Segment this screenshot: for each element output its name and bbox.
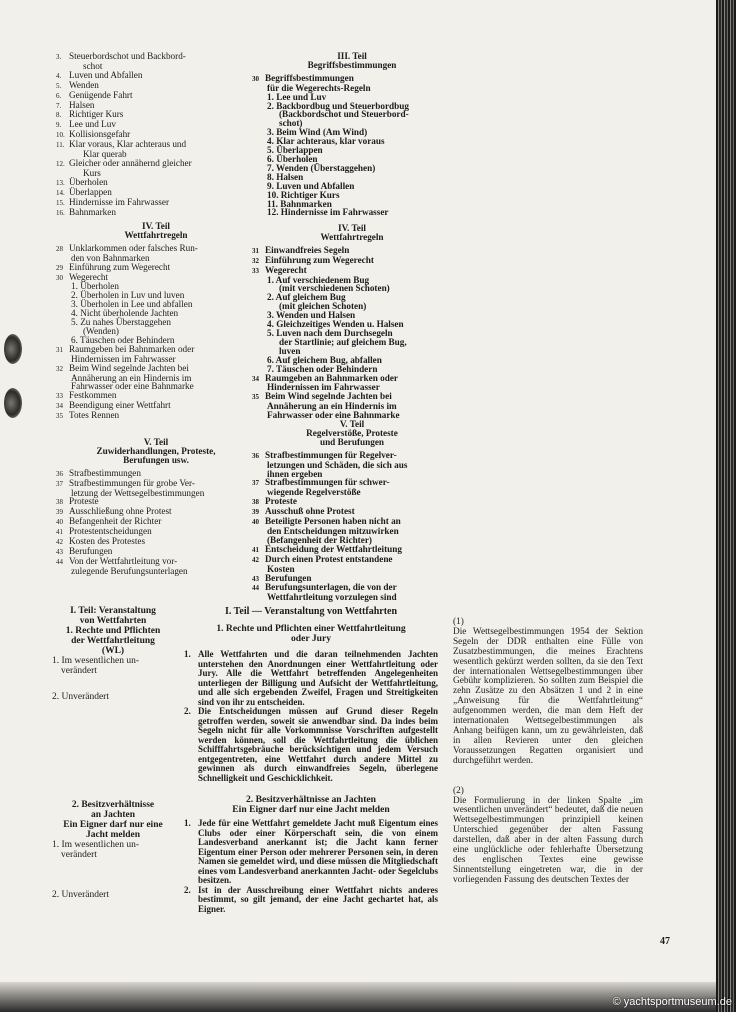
section2-paragraph1	[184, 819, 438, 886]
note1-text: Die Wettsegelbestimmungen 1954 der Sektion Segeln der DDR enthalten eine Fülle von Zusatzbestimmungen, die meines Erachtens wesentlich gekürzt werden sollten, da sie den Text der internationalen Wettsegelbestimmungen über Gebühr komplizieren. So sollten zum Beispiel die zehn Zusätze zu den Absätzen 1 und 2 in eine „Anweisung für die Wettfahrtleitung“ aufgenommen werden, die man dem Heft der internationalen Wettsegelbestimmungen als Anhang beifügen kann, um zu gewährleisten, daß in allen Revieren unter den gleichen Voraussetzungen Regatten organisiert und durchgeführt werden.	[453, 626, 643, 766]
toc-entry-number: 5.	[56, 81, 62, 90]
book-binding-edge	[716, 0, 736, 1012]
toc-entry-text: Überlappen	[69, 186, 112, 197]
binding-hole	[4, 388, 22, 418]
toc-entry-text: der Startlinie; auf gleichem Bug,	[279, 336, 407, 347]
toc-entry-text: Beteiligte Personen haben nicht an	[265, 516, 401, 527]
toc-entry-text: (Backbordschot und Steuerbord-	[279, 109, 409, 120]
toc-entry-text: Hindernissen im Fahrwasser	[267, 382, 380, 393]
toc-entry-text: schot)	[279, 118, 303, 129]
toc-entry-text: 6. Auf gleichem Bug, abfallen	[267, 354, 382, 365]
section1-title-line2: oder Jury	[290, 633, 332, 644]
paragraph-number: 1.	[184, 818, 191, 828]
toc-entry-text: Strafbestimmungen für schwer-	[265, 477, 390, 488]
toc-entry-text: Berufungen	[69, 545, 113, 556]
toc-entry-text: Einwandfreies Segeln	[265, 244, 350, 255]
toc-entry-number: 7.	[56, 101, 62, 110]
toc-entry-text: 4. Gleichzeitiges Wenden u. Halsen	[267, 319, 404, 330]
toc-entry-number: 39	[56, 508, 63, 517]
toc-left-part4-heading: IV. Teil	[142, 221, 170, 231]
toc-entry-number: 42	[56, 538, 63, 547]
toc-entry-text: Klar querab	[83, 149, 127, 160]
toc-entry-text: 5. Zu nahes Überstaggehen	[71, 317, 172, 328]
toc-entry-text: Wegerecht	[69, 271, 109, 282]
toc-entry-number: 15.	[56, 198, 65, 207]
toc-entry-text: Proteste	[265, 496, 297, 507]
toc-entry-number: 33	[252, 266, 259, 275]
left-note-text: 1. Im wesentlichen un-	[52, 656, 140, 666]
toc-entry-text: Fahrwasser oder eine Bahnmarke	[267, 410, 400, 421]
toc-entry-text: Unklarkommen oder falsches Run-	[69, 242, 198, 253]
toc-right-part5-subheading: Regelverstöße, Proteste	[306, 427, 398, 438]
toc-right-part3-subheading: Begriffsbestimmungen	[307, 59, 397, 70]
toc-entry-text: (mit gleichen Schoten)	[279, 301, 367, 312]
toc-entry-text: letzungen und Schäden, die sich aus	[267, 459, 408, 470]
toc-entry-number: 39	[252, 508, 259, 517]
toc-entry-number: 43	[56, 547, 63, 556]
toc-entry-text: Kosten	[267, 563, 295, 574]
toc-entry-text: Ausschließung ohne Protest	[69, 506, 172, 517]
toc-entry-number: 28	[56, 244, 63, 253]
toc-entry-number: 44	[56, 557, 63, 566]
toc-entry-text: luven	[279, 345, 301, 356]
toc-entry-number: 36	[56, 469, 63, 478]
toc-entry-text: Klar voraus, Klar achteraus und	[69, 139, 187, 150]
paragraph-number: 2.	[184, 706, 191, 716]
left-note-heading: Jacht melden	[85, 830, 141, 840]
section1-paragraph2	[184, 707, 438, 783]
page-bottom-edge	[0, 982, 716, 1012]
toc-entry-text: Befangenheit der Richter	[69, 516, 162, 527]
toc-entry-text: Fahrwasser oder eine Bahnmarke	[71, 381, 194, 392]
toc-left-part5-subheading2: Berufungen usw.	[123, 454, 189, 465]
toc-entry-text: 11. Bahnmarken	[267, 198, 332, 209]
section2-subtitle: Ein Eigner darf nur eine Jacht melden	[232, 804, 390, 815]
toc-entry-number: 38	[252, 498, 259, 507]
toc-entry-text: Beim Wind segelnde Jachten bei	[265, 391, 392, 402]
toc-entry-number: 16.	[56, 208, 65, 217]
toc-entry-text: Beim Wind segelnde Jachten bei	[69, 362, 189, 373]
left-note-heading: der Wettfahrtleitung	[71, 636, 155, 646]
note2-label: (2)	[453, 785, 464, 796]
toc-entry-text: Begriffsbestimmungen	[265, 72, 354, 83]
toc-entry-number: 41	[252, 545, 259, 554]
section1-paragraph1	[184, 650, 438, 707]
toc-entry-text: Kollisionsgefahr	[69, 129, 131, 140]
page-number: 47	[660, 936, 670, 947]
toc-entry-text: Halsen	[69, 99, 95, 110]
toc-entry-text: 3. Überholen in Lee und abfallen	[71, 299, 193, 310]
toc-left-part3	[56, 52, 246, 217]
toc-entry-number: 40	[252, 518, 259, 527]
toc-entry-number: 13.	[56, 178, 65, 187]
main-title: I. Teil — Veranstaltung von Wettfahrten	[224, 606, 398, 617]
toc-entry-text: (Befangenheit der Richter)	[267, 534, 372, 545]
toc-entry-number: 37	[252, 479, 259, 488]
toc-entry	[56, 208, 246, 218]
toc-right-part5	[252, 420, 452, 602]
left-note-heading: 1. Rechte und Pflichten	[65, 626, 161, 636]
toc-entry-text: 9. Luven und Abfallen	[267, 180, 355, 191]
toc-entry-number: 4.	[56, 71, 62, 80]
toc-entry-text: schot	[83, 60, 103, 71]
left-note-heading: (WL)	[101, 646, 125, 656]
paragraph-text: Alle Wettfahrten und die daran teilnehmenden Jachten unterstehen den Anordnungen einer Wettfahrtleitung oder Jury. Alle die Wettfahrt betreffenden Angelegenheiten unterliegen der Billigung und Aufsicht der Wettfahrtleitung, und alle sich ergebenden Zweifel, Fragen und Streitigkeiten sind von ihr zu entscheiden.	[198, 649, 438, 707]
toc-entry-text: Einführung zum Wegerecht	[69, 261, 171, 272]
toc-entry-text: Hindernisse im Fahrwasser	[69, 196, 170, 207]
toc-entry-text: 2. Backbordbug und Steuerbordbug	[267, 100, 409, 111]
toc-right-part5-heading: V. Teil	[339, 419, 365, 429]
toc-entry-number: 40	[56, 518, 63, 527]
toc-entry-number: 3.	[56, 53, 62, 61]
toc-entry-text: Bahnmarken	[69, 206, 116, 217]
toc-entry-text: Hindernissen im Fahrwasser	[71, 353, 176, 364]
toc-entry-text: (mit verschiedenen Schoten)	[279, 283, 390, 294]
toc-entry-text: Beendigung einer Wettfahrt	[69, 400, 171, 411]
note1-label: (1)	[453, 617, 464, 627]
toc-entry-text: 6. Täuschen oder Behindern	[71, 334, 175, 345]
toc-entry-text: 5. Überlappen	[267, 145, 323, 156]
toc-entry-text: 1. Auf verschiedenem Bug	[267, 274, 370, 285]
left-note-text: verändert	[61, 666, 97, 676]
toc-entry-number: 34	[56, 402, 63, 411]
toc-right-part5-subheading2: und Berufungen	[319, 436, 385, 447]
toc-entry-text: Strafbestimmungen für Regelver-	[265, 449, 397, 460]
toc-entry-number: 32	[56, 364, 63, 373]
toc-entry-number: 42	[252, 555, 259, 564]
toc-entry-number: 31	[252, 246, 259, 255]
toc-entry-text: Ausschuß ohne Protest	[265, 506, 355, 517]
toc-entry-text: 4. Klar achteraus, klar voraus	[267, 136, 385, 147]
toc-entry-text: Lee und Luv	[69, 119, 116, 130]
toc-entry-number: 34	[252, 374, 259, 383]
toc-entry-text: Strafbestimmungen	[69, 467, 141, 478]
toc-entry-number: 12.	[56, 159, 65, 168]
toc-entry-number: 10.	[56, 131, 65, 140]
toc-entry-text: 7. Wenden (Überstaggehen)	[267, 162, 376, 173]
toc-entry-text: Kurs	[83, 167, 101, 178]
toc-entry-text: 7. Täuschen oder Behindern	[267, 363, 378, 374]
toc-entry-text: 1. Lee und Luv	[267, 91, 327, 102]
toc-entry-text: 6. Überholen	[267, 153, 318, 164]
toc-entry-text: Steuerbordschot und Backbord-	[69, 51, 186, 61]
toc-entry-text: wiegende Regelverstöße	[267, 487, 361, 498]
toc-entry-number: 33	[56, 392, 63, 401]
toc-entry-text: Totes Rennen	[69, 410, 120, 421]
toc-entry-text: Raumgeben an Bahnmarken oder	[265, 372, 398, 383]
paragraph-text: Die Entscheidungen müssen auf Grund dieser Regeln getroffen werden, soweit sie anwendbar sind. Da indes beim Segeln nicht für alle Vorkommnisse Vorschriften aufgestellt werden können, soll die Wettfahrtleitung die üblichen Schifffahrtsgebräuche berücksichtigen und jedem Versuch entgegentreten, eine Wettfahrt durch andere Mittel zu gewinnen als durch einwandfreies Segeln, überlegene Schnelligkeit und Geschicklichkeit.	[198, 706, 438, 783]
left-note-text: verändert	[61, 850, 97, 860]
toc-entry-text: für die Wegerechts-Regeln	[267, 82, 371, 93]
toc-entry-number: 30	[56, 273, 63, 282]
toc-entry-text: letzung der Wettsegelbestimmungen	[71, 487, 205, 498]
toc-entry-number: 11.	[56, 141, 65, 150]
toc-entry-text: 2. Überholen in Luv und luven	[71, 290, 185, 301]
toc-entry-text: Annäherung an ein Hindernis im	[267, 401, 397, 412]
toc-entry-text: Durch einen Protest entstandene	[265, 553, 393, 564]
left-note-heading: an Jachten	[90, 810, 136, 820]
toc-entry-text: Gleicher oder annähernd gleicher	[69, 157, 192, 168]
toc-entry-text: (Wenden)	[83, 325, 119, 336]
left-note-heading: I. Teil: Veranstaltung	[70, 606, 156, 616]
toc-right-part3-heading: III. Teil	[337, 51, 367, 61]
toc-entry	[56, 411, 256, 421]
toc-entry-number: 9.	[56, 121, 62, 130]
toc-entry-text: Berufungen	[265, 572, 312, 583]
toc-entry-number: 31	[56, 345, 63, 354]
toc-entry-text: den Entscheidungen mitzuwirken	[267, 525, 399, 536]
toc-entry-number: 38	[56, 498, 63, 507]
toc-entry-number: 35	[56, 412, 63, 421]
toc-right-part4	[252, 224, 452, 420]
toc-entry-text: Genügende Fahrt	[69, 89, 133, 100]
commentary-column	[453, 618, 643, 886]
toc-right-part4-heading: IV. Teil	[338, 223, 366, 233]
toc-entry-text: Einführung zum Wegerecht	[265, 254, 374, 265]
toc-entry-text: 3. Wenden und Halsen	[267, 310, 356, 321]
toc-entry-text: Wettfahrtleitung vorzulegen sind	[267, 592, 397, 603]
toc-entry-text: Luven und Abfallen	[69, 69, 143, 80]
toc-entry-number: 29	[56, 263, 63, 272]
left-note-heading: 2. Besitzverhältnisse	[71, 800, 155, 810]
toc-entry-number: 44	[252, 584, 259, 593]
left-note-heading: Ein Eigner darf nur eine	[63, 820, 163, 830]
note2-text: Die Formulierung in der linken Spalte „im wesentlichen unverändert“ bedeutet, daß die neuen Wettsegelbestimmungen prinzipiell keinen Unterschied gegenüber der alten Fassung darstellen, daß aber in der alten Fassung durch eine unglückliche oder fehlerhafte Übersetzung des englischen Textes eine gewisse Sinnentstellung eingetreten war, die in der vorliegenden Fassung des deutschen Textes der	[453, 795, 643, 885]
toc-entry-text: Berufungsunterlagen, die von der	[265, 582, 397, 593]
toc-entry-text: Von der Wettfahrtleitung vor-	[69, 555, 178, 566]
toc-entry-text: ihnen ergeben	[267, 468, 323, 479]
left-note-text: 2. Unverändert	[52, 692, 109, 702]
toc-entry-text: Überholen	[69, 176, 108, 187]
toc-entry-number: 41	[56, 528, 63, 537]
toc-entry	[56, 567, 256, 576]
paragraph-text: Ist in der Ausschreibung einer Wettfahrt nichts anderes bestimmt, so gilt jemand, der eine Jacht gechartet hat, als Eigner.	[198, 884, 438, 914]
toc-entry-text: 10. Richtiger Kurs	[267, 189, 340, 200]
toc-entry-number: 37	[56, 479, 63, 488]
toc-entry-text: Strafbestimmungen für grobe Ver-	[69, 477, 195, 488]
left-notes-section1	[50, 606, 176, 702]
section2-paragraph2	[184, 886, 438, 915]
toc-entry-text: Festkommen	[69, 390, 117, 401]
toc-left-part5-subheading: Zuwiderhandlungen, Proteste,	[96, 445, 216, 456]
left-note-text: 2. Unverändert	[52, 890, 109, 900]
toc-entry-text: 2. Auf gleichem Bug	[267, 292, 346, 303]
toc-left-part4	[56, 222, 256, 421]
toc-entry-number: 32	[252, 256, 259, 265]
toc-entry-text: 12. Hindernisse im Fahrwasser	[267, 207, 389, 218]
toc-entry	[252, 593, 452, 602]
toc-entry-text: Annäherung an ein Hindernis im	[71, 372, 192, 383]
toc-entry-text: Proteste	[69, 496, 99, 507]
toc-entry-number: 6.	[56, 91, 62, 100]
toc-entry-text: Protestentscheidungen	[69, 526, 152, 537]
toc-entry-text: 4. Nicht überholende Jachten	[71, 308, 179, 319]
toc-left-part5-heading: V. Teil	[143, 437, 169, 447]
toc-entry-text: 8. Halsen	[267, 171, 304, 182]
toc-entry-number: 14.	[56, 188, 65, 197]
section1-title: 1. Rechte und Pflichten einer Wettfahrtleitung	[216, 623, 406, 634]
left-note-heading: von Wettfahrten	[79, 616, 147, 626]
watermark: © yachtsportmuseum.de	[612, 996, 732, 1008]
paragraph-text: Jede für eine Wettfahrt gemeldete Jacht muß Eigentum eines Clubs oder einer Körperschaft sein, die von einem Landesverband anerkannt ist; die Jacht kann ferner Eigentum einer Person oder mehrerer Personen sein, in deren Namen sie gemeldet wird, und diese müssen die Mitgliedschaft eines vom Landesverband anerkannten Jacht- oder Segelclubs besitzen.	[198, 818, 438, 885]
toc-entry-text: zulegende Berufungsunterlagen	[71, 565, 188, 576]
toc-entry-text: 3. Beim Wind (Am Wind)	[267, 127, 368, 138]
toc-entry-text: den von Bahnmarken	[71, 252, 150, 263]
toc-left-part4-subheading: Wettfahrtregeln	[124, 229, 188, 240]
toc-entry	[252, 208, 452, 217]
toc-entry-text: Wegerecht	[265, 264, 307, 275]
toc-right-part3	[252, 52, 452, 217]
toc-entry-number: 43	[252, 574, 259, 583]
binding-hole	[4, 334, 22, 364]
toc-entry-text: Kosten des Protestes	[69, 536, 146, 547]
toc-entry-text: 1. Überholen	[71, 281, 119, 292]
left-note-text: 1. Im wesentlichen un-	[52, 840, 140, 850]
main-text	[184, 606, 438, 914]
toc-left-part5	[56, 438, 256, 576]
paragraph-number: 2.	[184, 884, 191, 895]
toc-entry-text: Raumgeben bei Bahnmarken oder	[69, 343, 195, 354]
toc-entry-number: 36	[252, 451, 259, 460]
toc-entry-text: Richtiger Kurs	[69, 109, 124, 120]
toc-right-part4-subheading: Wettfahrtregeln	[320, 231, 384, 242]
toc-entry-number: 8.	[56, 111, 62, 120]
toc-entry-text: Entscheidung der Wettfahrtleitung	[265, 543, 402, 554]
section2-title: 2. Besitzverhältnisse an Jachten	[245, 794, 377, 805]
toc-entry-number: 30	[252, 74, 259, 83]
toc-entry-number: 35	[252, 393, 259, 402]
left-notes-section2	[50, 800, 176, 900]
toc-entry-text: 5. Luven nach dem Durchsegeln	[267, 327, 393, 338]
toc-entry-text: Wenden	[69, 79, 99, 90]
paragraph-number: 1.	[184, 649, 191, 659]
